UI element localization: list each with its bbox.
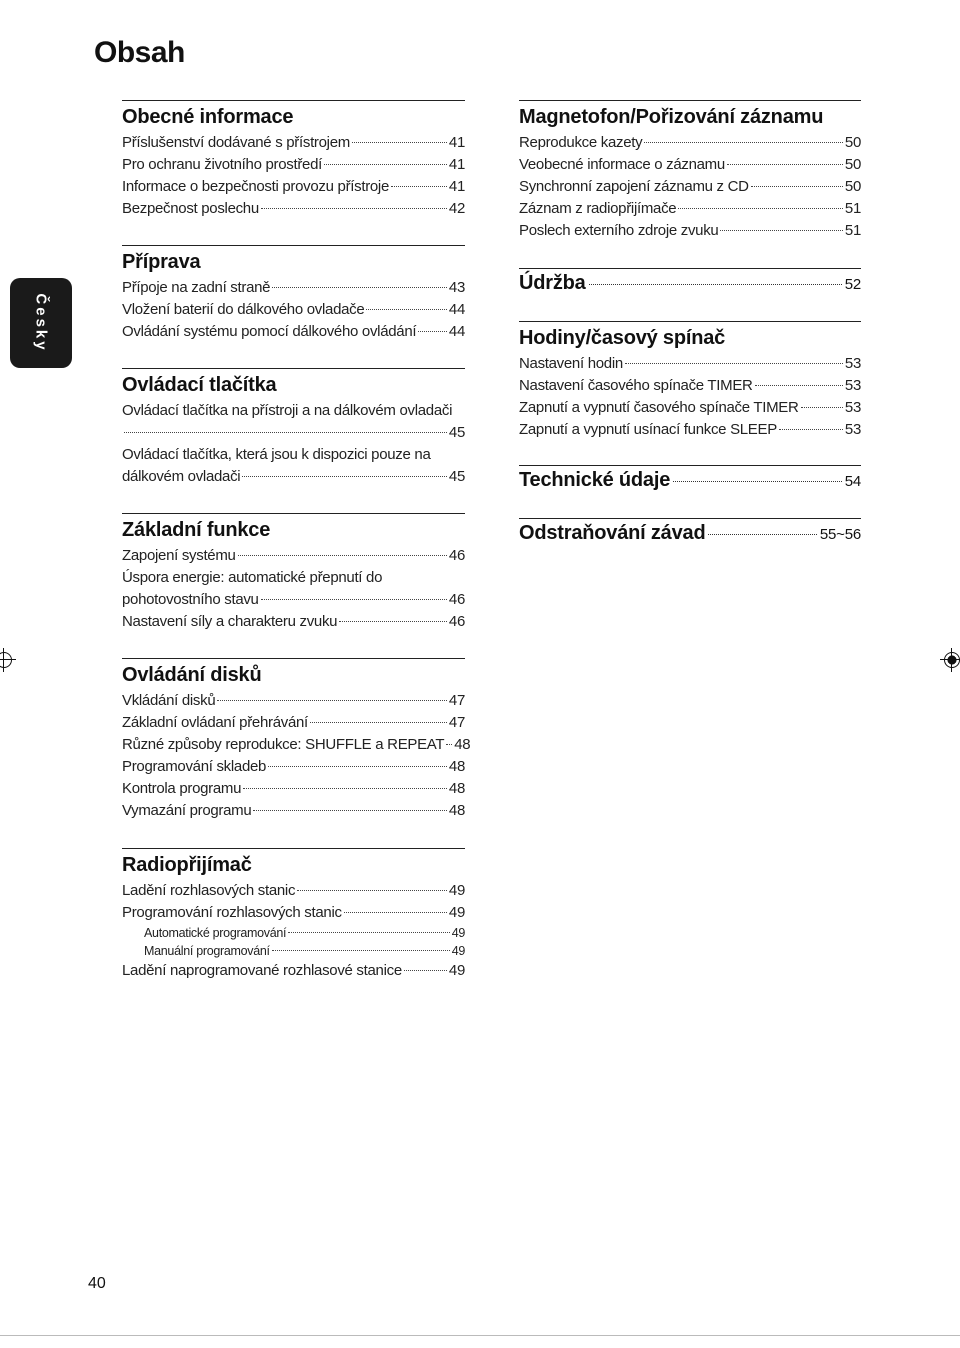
toc-entry: Reprodukce kazety 50 bbox=[519, 134, 861, 151]
toc-section bbox=[122, 658, 471, 822]
toc-entry: Veobecné informace o záznamu 50 bbox=[519, 156, 861, 173]
toc-entry-line: Ovládací tlačítka na přístroji a na dálkovém ovladači bbox=[122, 402, 453, 419]
toc-entry-line: Úspora energie: automatické přepnutí do bbox=[122, 569, 383, 586]
toc-entry: dálkovém ovladači 45 bbox=[122, 468, 465, 485]
toc-entry: Základní ovládaní přehrávání 47 bbox=[122, 714, 465, 731]
toc-subentry: Manuální programování 49 bbox=[144, 944, 465, 958]
section-title: Ovládací tlačítka bbox=[122, 374, 277, 396]
section-title: Příprava bbox=[122, 251, 201, 273]
section-title: Ovládání disků bbox=[122, 664, 262, 686]
toc-entry: Programování rozhlasových stanic 49 bbox=[122, 904, 465, 921]
toc-subentry: Automatické programování 49 bbox=[144, 926, 465, 940]
toc-section bbox=[122, 100, 465, 220]
toc-section bbox=[519, 518, 861, 550]
section-title: Radiopřijímač bbox=[122, 854, 252, 876]
toc-entry: 45 bbox=[122, 422, 465, 444]
toc-section bbox=[122, 513, 465, 633]
registration-mark-icon bbox=[944, 652, 960, 668]
toc-entry: pohotovostního stavu 46 bbox=[122, 591, 465, 608]
toc-entry: Nastavení hodin 53 bbox=[519, 355, 861, 372]
toc-entry: Záznam z radiopřijímače 51 bbox=[519, 200, 861, 217]
toc-entry: Pro ochranu životního prostředí 41 bbox=[122, 156, 465, 173]
section-title: Hodiny/časový spínač bbox=[519, 327, 726, 349]
toc-entry-line: Ovládací tlačítka, která jsou k dispozici pouze na bbox=[122, 446, 431, 463]
page-number: 40 bbox=[88, 1275, 106, 1292]
bottom-trim-line bbox=[0, 1335, 960, 1336]
toc-entry: Příslušenství dodávané s přístrojem 41 bbox=[122, 134, 465, 151]
toc-entry: Kontrola programu 48 bbox=[122, 780, 465, 797]
toc-entry: Zapnutí a vypnutí usínací funkce SLEEP 53 bbox=[519, 421, 861, 438]
toc-entry: Bezpečnost poslechu 42 bbox=[122, 200, 465, 217]
toc-entry: Vymazání programu 48 bbox=[122, 802, 465, 819]
toc-entry: Vložení baterií do dálkového ovladače 44 bbox=[122, 301, 465, 318]
language-tab-label: Česky bbox=[32, 293, 50, 353]
section-title: Technické údaje 54 bbox=[519, 469, 861, 491]
registration-mark-icon bbox=[0, 652, 12, 668]
toc-section bbox=[519, 100, 861, 242]
toc-section bbox=[122, 848, 465, 982]
toc-entry: Ladění rozhlasových stanic 49 bbox=[122, 882, 465, 899]
toc-entry: Nastavení časového spínače TIMER 53 bbox=[519, 377, 861, 394]
toc-entry: Vkládání disků 47 bbox=[122, 692, 465, 709]
section-title: Základní funkce bbox=[122, 519, 271, 541]
toc-entry: Ladění naprogramované rozhlasové stanice 49 bbox=[122, 962, 465, 979]
toc-entry: Ovládání systému pomocí dálkového ovládání 44 bbox=[122, 323, 465, 340]
page-title: Obsah bbox=[94, 36, 185, 69]
toc-section bbox=[519, 321, 861, 441]
toc-section bbox=[122, 368, 465, 488]
toc-entry: Přípoje na zadní straně 43 bbox=[122, 279, 465, 296]
toc-entry: Synchronní zapojení záznamu z CD 50 bbox=[519, 178, 861, 195]
toc-entry: Zapojení systému 46 bbox=[122, 547, 465, 564]
toc-entry: Nastavení síly a charakteru zvuku 46 bbox=[122, 613, 465, 630]
toc-entry: Poslech externího zdroje zvuku 51 bbox=[519, 222, 861, 239]
toc-entry: Programování skladeb 48 bbox=[122, 758, 465, 775]
toc-entry: Informace o bezpečnosti provozu přístroje 41 bbox=[122, 178, 465, 195]
section-title: Údržba 52 bbox=[519, 272, 861, 294]
toc-entry: Zapnutí a vypnutí časového spínače TIMER 53 bbox=[519, 399, 861, 416]
toc-section bbox=[122, 245, 465, 343]
toc-section bbox=[519, 268, 861, 300]
toc-section bbox=[519, 465, 861, 497]
section-title: Magnetofon/Pořizování záznamu bbox=[519, 106, 824, 128]
toc-entry: Různé způsoby reprodukce: SHUFFLE a REPEAT 48 bbox=[122, 736, 471, 753]
section-title: Obecné informace bbox=[122, 106, 294, 128]
language-tab bbox=[10, 278, 72, 368]
section-title: Odstraňování závad 55~56 bbox=[519, 522, 861, 544]
